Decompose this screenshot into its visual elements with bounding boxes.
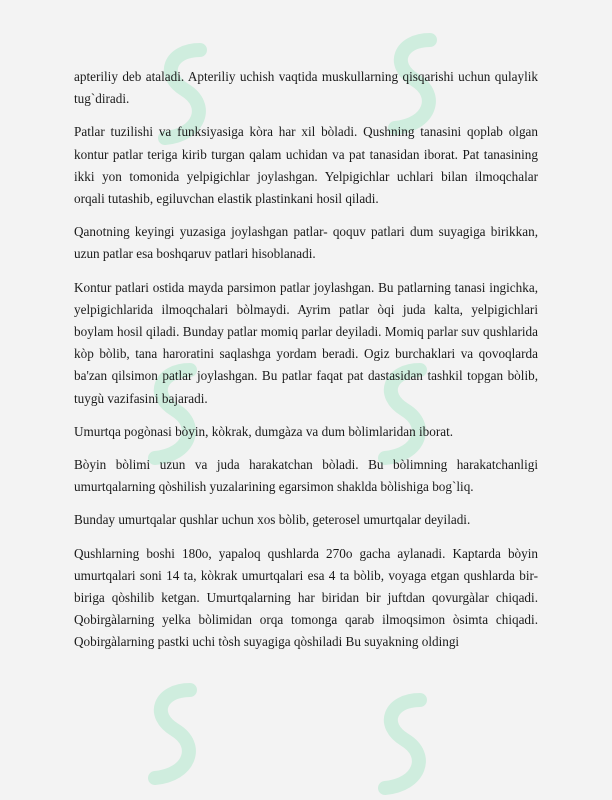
paragraph: Bunday umurtqalar qushlar uchun xos bòlib, geterosel umurtqalar deyiladi. [74, 512, 471, 528]
watermark-logo-icon [370, 690, 440, 800]
paragraph: apteriliy deb ataladi. Apteriliy uchish vaqtida muskullarning qisqarishi uchun qulaylik tug`diradi. [74, 69, 538, 107]
paragraph: Kontur patlari ostida mayda parsimon patlar joylashgan. Bu patlarning tanasi ingichka, yelpigichlarida ilmoqchalari bòlmaydi. Ayrim patlar òqi juda kalta, yelpigichlari boylam hosil qiladi. Bunday patlar momiq parlar deyiladi. Momiq parlar suv qushlarida kòp bòlib, tana haroratini saqlashga yordam beradi. Ogiz burchaklari va qovoqlarda ba'zan qilsimon patlar joylashgan. Bu patlar faqat pat dastasidan tashkil topgan bòlib, tuygù vazifasini bajaradi. [74, 279, 538, 406]
paragraph: Umurtqa pogònasi bòyin, kòkrak, dumgàza va dum bòlimlaridan iborat. [74, 423, 454, 439]
paragraph: Qushlarning boshi 180o, yapaloq qushlarda 270o gacha aylanadi. Kaptarda bòyin umurtqalari soni 14 ta, kòkrak umurtqalari esa 4 ta bòlib, voyaga etgan qushlarda bir-biriga qòshilib ketgan. Umurtqalarning har biridan bir juftdan qovurgàlar chiqadi. Qobirgàlarning yelka bòlimidan orqa tomonga qarab ilmoqsimon òsimta chiqadi. Qobirgàlarning pastki uchi tòsh suyagiga qòshiladi Bu suyakning oldingi [74, 545, 538, 650]
paragraph: Bòyin bòlimi uzun va juda harakatchan bòladi. Bu bòlimning harakatchanligi umurtqalarning qòshilish yuzalarining egarsimon shaklda bòlishiga bog`liq. [74, 457, 538, 495]
paragraph: Patlar tuzilishi va funksiyasiga kòra har xil bòladi. Qushning tanasini qoplab olgan kontur patlar teriga kirib turgan qalam uchidan va pat tanasidan iborat. Pat tanasining ikki yon tomonida yelpigichlar joylashgan. Yelpigichlar uchlari bilan ilmoqchalar orqali tutashib, egiluvchan elastik plastinkani hosil qiladi. [74, 124, 538, 207]
paragraph: Qanotning keyingi yuzasiga joylashgan patlar- qoquv patlari dum suyagiga birikkan, uzun patlar esa boshqaruv patlari hisoblanadi. [74, 224, 538, 262]
watermark-logo-icon [140, 680, 210, 790]
document-body [74, 66, 538, 665]
